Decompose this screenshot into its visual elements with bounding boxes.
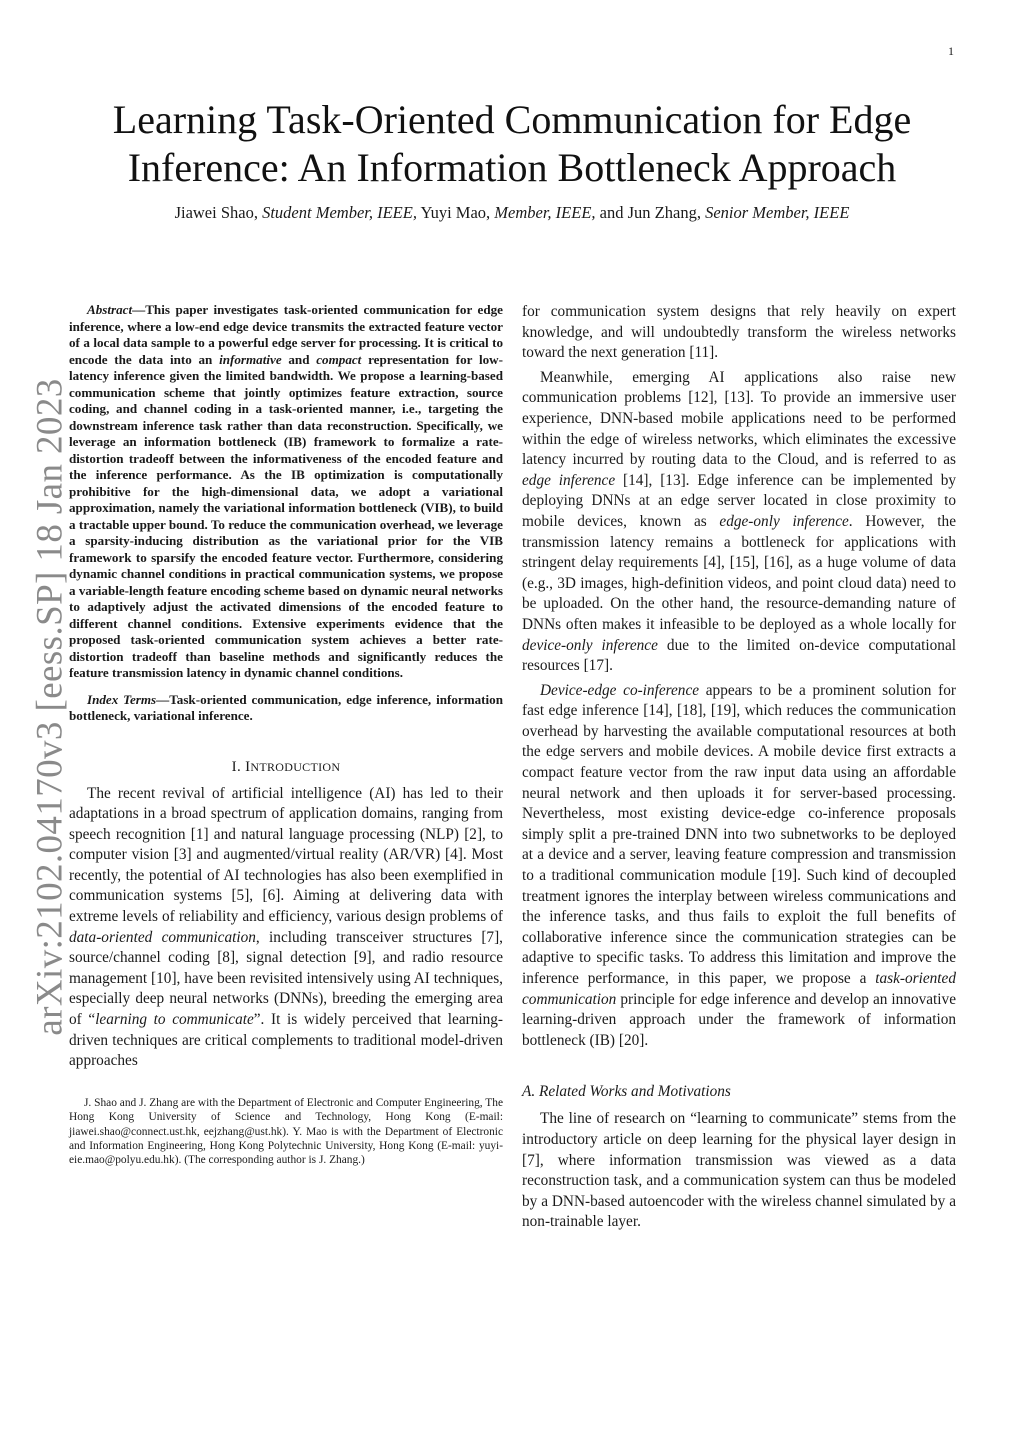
section-title-cap: I — [245, 758, 251, 775]
title-block — [60, 96, 964, 223]
paragraph-emphasis: edge inference — [522, 471, 616, 489]
paragraph-text: appears to be a prominent solution for fast edge inference [14], [18], [19], which reduces the communication overhead by harvesting the available computational resources at both the edge servers and mobile devices. A mobile device first extracts a compact feature vector from the raw input data using an affordable neural network and then uploads it for server-based processing. Nevertheless, most existing device-edge co-inference proposals simply split a pre-trained DNN into two subnetworks to be deployed at a device and a server, leaving feature compression and transmission to a traditional communication module [19]. Such kind of decoupled treatment ignores the interplay between wireless communications and the inference tasks, and thus fails to exploit the full benefits of collaborative inference since the communication strategies can be adaptive to specific tasks. To address this limitation and improve the inference performance, in this paper, we propose a — [522, 681, 956, 987]
arxiv-identifier: arXiv:2102.04170v3 [eess.SP] 18 Jan 2023 — [29, 378, 71, 1036]
author-affiliation-footnote: J. Shao and J. Zhang are with the Department of Electronic and Computer Engineering, The Hong Kong University of Science and Technology, Hong Kong (E-mail: jiawei.shao@connect.ust.hk, eejzhang@ust.hk). Y. Mao is with the Department of Electronic and Information Engineering, Hong Kong Polytechnic University, Hong Kong (E-mail: yuyi-eie.mao@polyu.edu.hk). (The corresponding author is J. Zhang.) — [69, 1096, 503, 1167]
paragraph-text: principle for edge inference and develop an innovative learning-driven approach under the framework of information bottleneck (IB) [20]. — [522, 990, 956, 1049]
abstract-dash: — — [132, 302, 146, 317]
abstract-label: Abstract — [87, 302, 133, 317]
index-terms — [69, 692, 503, 725]
co-inference-paragraph — [522, 681, 956, 1052]
paragraph-emphasis: data-oriented communication — [69, 928, 256, 946]
author-zhang: and Jun Zhang, — [599, 203, 701, 222]
right-column — [522, 302, 956, 1233]
paragraph-emphasis: device-only inference — [522, 636, 658, 654]
author-shao-role: Student Member, IEEE, — [262, 203, 417, 222]
paragraph-text: . However, the transmission latency remains a bottleneck for applications with stringent delay requirements [4], [15], [16], as a huge volume of data (e.g., 3D images, high-definition videos, and point cloud data) need to be uploaded. On the other hand, the resource-demanding nature of DNNs often makes it infeasible to be deployed as a whole locally for — [522, 512, 956, 633]
subsection-heading-related-works: A. Related Works and Motivations — [522, 1083, 731, 1101]
index-terms-dash: — — [156, 691, 170, 707]
edge-inference-paragraph — [522, 368, 956, 677]
author-mao: Yuyi Mao, — [420, 203, 491, 222]
paragraph-emphasis: Device-edge co-inference — [540, 681, 700, 699]
author-mao-role: Member, IEEE, — [494, 203, 596, 222]
title-line-2: Inference: An Information Bottleneck Approach — [127, 145, 897, 190]
title-line-1: Learning Task-Oriented Communication for Edge — [112, 97, 912, 142]
paragraph-text: Meanwhile, emerging AI applications also raise new communication problems [12], [13]. To provide an immersive user experience, DNN-based mobile applications need to be performed within the edge of wireless networks, which eliminates the excessive latency incurred by routing data to the Cloud, and is referred to as — [522, 368, 956, 469]
section-title-rest: NTRODUCTION — [250, 759, 341, 774]
paragraph-text: due to the limited on-device computational resources [17]. — [522, 636, 956, 675]
author-line — [60, 203, 964, 223]
abstract-emphasis: compact — [316, 351, 362, 367]
paragraph-text: [14], [13]. Edge inference can be implemented by deploying DNNs at an edge server located in close proximity to mobile devices, known as — [522, 471, 956, 530]
author-zhang-role: Senior Member, IEEE — [705, 203, 850, 222]
abstract-text: and — [281, 351, 317, 367]
index-terms-text: Task-oriented communication, edge inference, information bottleneck, variational inference. — [69, 691, 503, 723]
paragraph-text: ”. It is widely perceived that learning-driven techniques are critical complements to traditional model-driven approaches — [69, 1011, 503, 1070]
author-shao: Jiawei Shao, — [174, 203, 258, 222]
intro-paragraph — [69, 784, 503, 1072]
paragraph-emphasis: edge-only inference — [719, 512, 849, 530]
abstract-text: This paper investigates task-oriented communication for edge inference, where a low-end edge device transmits the extracted feature vector of a local data sample to a powerful edge server for processing. It is critical to encode the data into an — [69, 302, 503, 367]
index-terms-label: Index Terms — [87, 691, 157, 707]
paragraph-emphasis: task-oriented communication — [522, 970, 956, 1008]
page-number: 1 — [948, 44, 954, 58]
abstract-text: representation for low-latency inference given the limited bandwidth. We propose a learning-based communication scheme that jointly optimizes feature extraction, source coding, and channel coding in a task-oriented manner, i.e., targeting the downstream inference task rather than data reconstruction. Specifically, we leverage an information bottleneck (IB) framework to formalize a rate-distortion tradeoff between the informativeness of the encoded feature and the inference performance. As the IB optimization is computationally prohibitive for the high-dimensional data, we adopt a variational approximation, namely the variational information bottleneck (VIB), to build a tractable upper bound. To reduce the communication overhead, we leverage a sparsity-inducing distribution as the variational prior for the VIB framework to sparsify the encoded feature vector. Furthermore, considering dynamic channel conditions in practical communication systems, we propose a variable-length feature encoding scheme based on dynamic neural networks to adaptively adjust the activated dimensions of the encoded feature to different channel conditions. Extensive experiments evidence that the proposed task-oriented communication system achieves a better rate-distortion tradeoff than baseline methods and significantly reduces the feature transmission latency in dynamic channel conditions. — [69, 351, 503, 680]
paragraph-text: The recent revival of artificial intelligence (AI) has led to their adaptations in a broad spectrum of application domains, ranging from speech recognition [1] and natural language processing (NLP) [2], to computer vision [3] and augmented/virtual reality (AR/VR) [4]. Most recently, the potential of AI technologies has also been exemplified in communication systems [5], [6]. Aiming at delivering data with extreme levels of reliability and efficiency, various design problems of — [69, 784, 503, 926]
paragraph-text: , including transceiver structures [7], source/channel coding [8], signal detection [9], and radio resource management [10], have been revisited intensively using AI techniques, especially deep neural networks (DNNs), breeding the emerging area of “ — [69, 928, 503, 1029]
paper-title — [60, 96, 964, 192]
abstract-emphasis: informative — [219, 351, 282, 367]
section-heading-introduction — [69, 759, 503, 776]
paragraph-emphasis: learning to communicate — [95, 1011, 254, 1029]
related-works-paragraph: The line of research on “learning to communicate” stems from the introductory article on deep learning for the physical layer design in [7], where information transmission was viewed as a data reconstruction task, and a communication system can thus be modeled by a DNN-based autoencoder with the wireless channel simulated by a non-trainable layer. — [522, 1110, 956, 1231]
left-column — [69, 302, 503, 1168]
abstract — [69, 302, 503, 682]
section-numeral: I. — [231, 758, 246, 775]
continued-paragraph: for communication system designs that rely heavily on expert knowledge, and will undoubtedly transform the wireless networks toward the next generation [11]. — [522, 303, 956, 362]
